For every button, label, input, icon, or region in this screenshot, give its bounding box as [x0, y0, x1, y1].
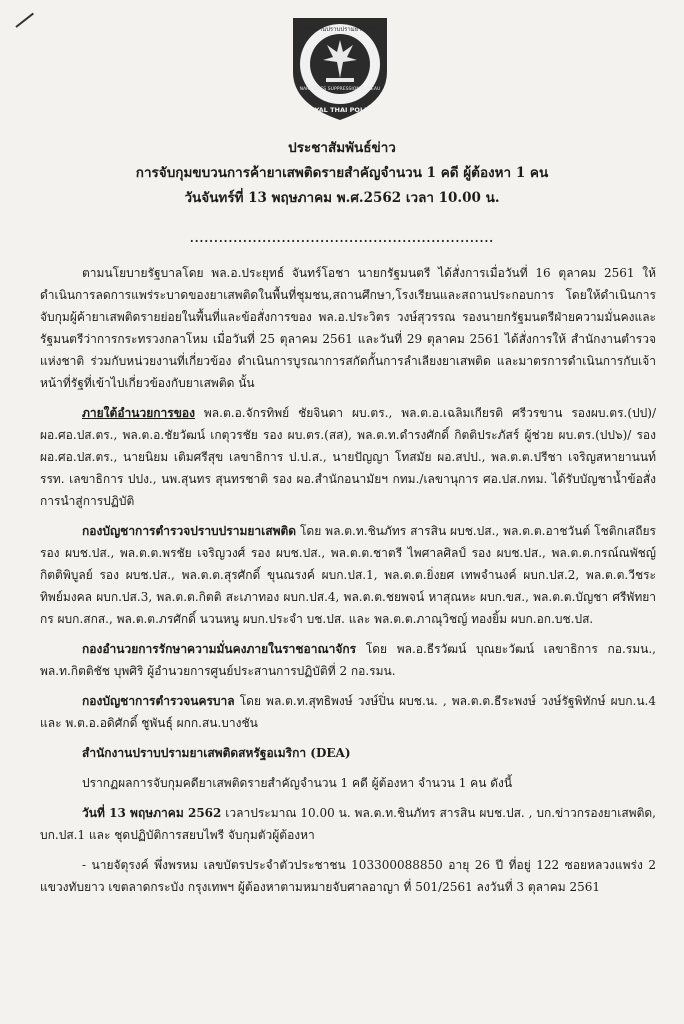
paragraph-6: สำนักงานปราบปรามยาเสพติดสหรัฐอเมริกา (DEA) [82, 746, 351, 760]
separator: ............................................................... [189, 232, 495, 245]
police-emblem-icon [283, 12, 397, 124]
paragraph-1: ตามนโยบายรัฐบาลโดย พล.อ.ประยุทธ์ จันทร์โอชา นายกรัฐมนตรี ได้สั่งการเมื่อวันที่ 16 ตุลาคม 2561 ให้ดำเนินการลดการแพร่ระบาดของยาเสพติดในพื้นที่ชุมชน,สถานศึกษา,โรงเรียนและสถานประกอบการ โดยให้ดำเนินการจับกุมผู้ค้ายาเสพติดรายย่อยในพื้นที่และข้อสั่งการของ พล.อ.ประวิตร วงษ์สุวรรณ รองนายกรัฐมนตรีฝ่ายความมั่นคงและรัฐมนตรีว่าการกระทรวงกลาโหม เมื่อวันที่ 25 ตุลาคม 2561 และวันที่ 29 ตุลาคม 2561 ได้สั่งการให้ สำนักงานตำรวจแห่งชาติ ร่วมกับหน่วยงานที่เกี่ยวข้อง ดำเนินการบูรณาการสกัดกั้นการลำเลียงยาเสพติด และมาตรการดำเนินการกับเจ้าหน้าที่รัฐที่เข้าไปเกี่ยวข้องกับยาเสพติด นั้น [40, 266, 656, 390]
paragraph-3 [40, 520, 656, 630]
document-subtitle: การจับกุมขบวนการค้ายาเสพติดรายสำคัญจำนวน 1 คดี ผู้ต้องหา 1 คน [135, 165, 549, 181]
paragraph-7: ปรากฏผลการจับกุมคดียาเสพติดรายสำคัญจำนวน 1 คดี ผู้ต้องหา จำนวน 1 คน ดังนี้ [82, 776, 513, 790]
document-title: ประชาสัมพันธ์ข่าว [288, 140, 396, 156]
paragraph-2-text: พล.ต.อ.จักรทิพย์ ชัยจินดา ผบ.ตร., พล.ต.อ.เฉลิมเกียรติ ศรีวรขาน รองผบ.ตร.(ปป)/ ผอ.ศอ.ปส.ตร., พล.ต.อ.ชัยวัฒน์ เกตุวรชัย รอง ผบ.ตร.(สส), พล.ต.ท.ดำรงศักดิ์ กิตติประภัสร์ ผู้ช่วย ผบ.ตร.(ปป๖)/ รอง ผอ.ศอ.ปส.ตร., นายนิยม เติมศรีสุข เลขาธิการ ป.ป.ส., นายปัญญา โทสมัย ผอ.สปป., พล.ต.ต.ปรีชา เจริญสหายานนท์ รรท. เลขาธิการ ปปง., นพ.สุนทร สุนทรชาติ รอง ผอ.สำนักอนามัยฯ กทม./เลขานุการ ศอ.ปส.กทม. ได้รับบัญชาน้ำข้อสั่งการนำสู่การปฏิบัติ [40, 406, 656, 508]
document-header [0, 136, 684, 211]
paragraph-5-lead: กองบัญชาการตำรวจนครบาล [82, 694, 235, 708]
paragraph-8-lead: วันที่ 13 พฤษภาคม 2562 [82, 806, 222, 820]
paragraph-2-lead: ภายใต้อำนวยการของ [82, 406, 195, 420]
emblem-ring-mid: NARCOTICS SUPPRESSION BUREAU [299, 87, 381, 92]
emblem-ring-top: สำนักงานปราบปรามยาเสพติด [300, 26, 380, 33]
document-body [40, 262, 656, 906]
paragraph-4-text: โดย พล.อ.ธีรวัฒน์ บุณยะวัฒน์ เลขาธิการ กอ.รมน., พล.ท.กิตติชัช บุพศิริ ผู้อำนวยการศูนย์ประสานการปฏิบัติที่ 2 กอ.รมน. [40, 642, 656, 678]
paragraph-5 [40, 690, 656, 734]
paragraph-8-text: เวลาประมาณ 10.00 น. พล.ต.ท.ชินภัทร สารสิน ผบช.ปส. , บก.ข่าวกรองยาเสพติด, บก.ปส.1 และ ชุดปฏิบัติการสยบไพรี จับกุมตัวผู้ต้องหา [40, 806, 656, 842]
paragraph-9: - นายจัตุรงค์ พึ่งพรหม เลขบัตรประจำตัวประชาชน 103300088850 อายุ 26 ปี ที่อยู่ 122 ซอยหลวงแพร่ง 2 แขวงทับยาว เขตลาดกระบัง กรุงเทพฯ ผู้ต้องหาตามหมายจับศาลอาญา ที่ 501/2561 ลงวันที่ 3 ตุลาคม 2561 [40, 858, 656, 894]
paragraph-4 [40, 638, 656, 682]
paragraph-3-lead: กองบัญชาการตำรวจปราบปรามยาเสพติด [82, 524, 297, 538]
paragraph-8 [40, 802, 656, 846]
emblem-ring-bottom: ROYAL THAI POLICE [304, 106, 376, 114]
paragraph-2 [40, 402, 656, 512]
paragraph-4-lead: กองอำนวยการรักษาความมั่นคงภายในราชอาณาจักร [82, 642, 357, 656]
paragraph-3-text: โดย พล.ต.ท.ชินภัทร สารสิน ผบช.ปส., พล.ต.ต.อาชวันต์ โชติกเสถียร รอง ผบช.ปส., พล.ต.ต.พรชัย เจริญวงศ์ รอง ผบช.ปส., พล.ต.ต.ชาตรี ไพศาลศิลป์ รอง ผบช.ปส., พล.ต.ต.กรณ์ณพัชญ์ กิตติพิบูลย์ รอง ผบช.ปส., พล.ต.ต.สุรศักดิ์ ขุนณรงค์ ผบก.ปส.1, พล.ต.ต.ยิ่งยศ เทพจำนงค์ ผบก.ปส.2, พล.ต.ต.วีชระ ทิพย์มงคล ผบก.ปส.3, พล.ต.ต.กิตติ สะเภาทอง ผบก.ปส.4, พล.ต.ต.ชยพจน์ หาสุณหะ ผบก.ขส., พล.ต.ต.บัญชา ศรีพัทยากร ผบก.สกส., พล.ต.ต.ภรศักดิ์ นวนหนู ผบก.ประจำ บช.ปส. และ พล.ต.ต.ภาณุวิชญ์ ทองยิ้ม ผบก.อก.บช.ปส. [40, 524, 656, 626]
document-date: วันจันทร์ที่ 13 พฤษภาคม พ.ศ.2562 เวลา 10.00 น. [184, 190, 500, 206]
paragraph-5-text: โดย พล.ต.ท.สุทธิพงษ์ วงษ์ปิ่น ผบช.น. , พล.ต.ต.ธีระพงษ์ วงษ์รัฐพิทักษ์ ผบก.น.4 และ พ.ต.อ.อดิศักดิ์ ชูพันธุ์ ผกก.สน.บางชัน [40, 694, 656, 730]
pen-mark [15, 13, 34, 28]
